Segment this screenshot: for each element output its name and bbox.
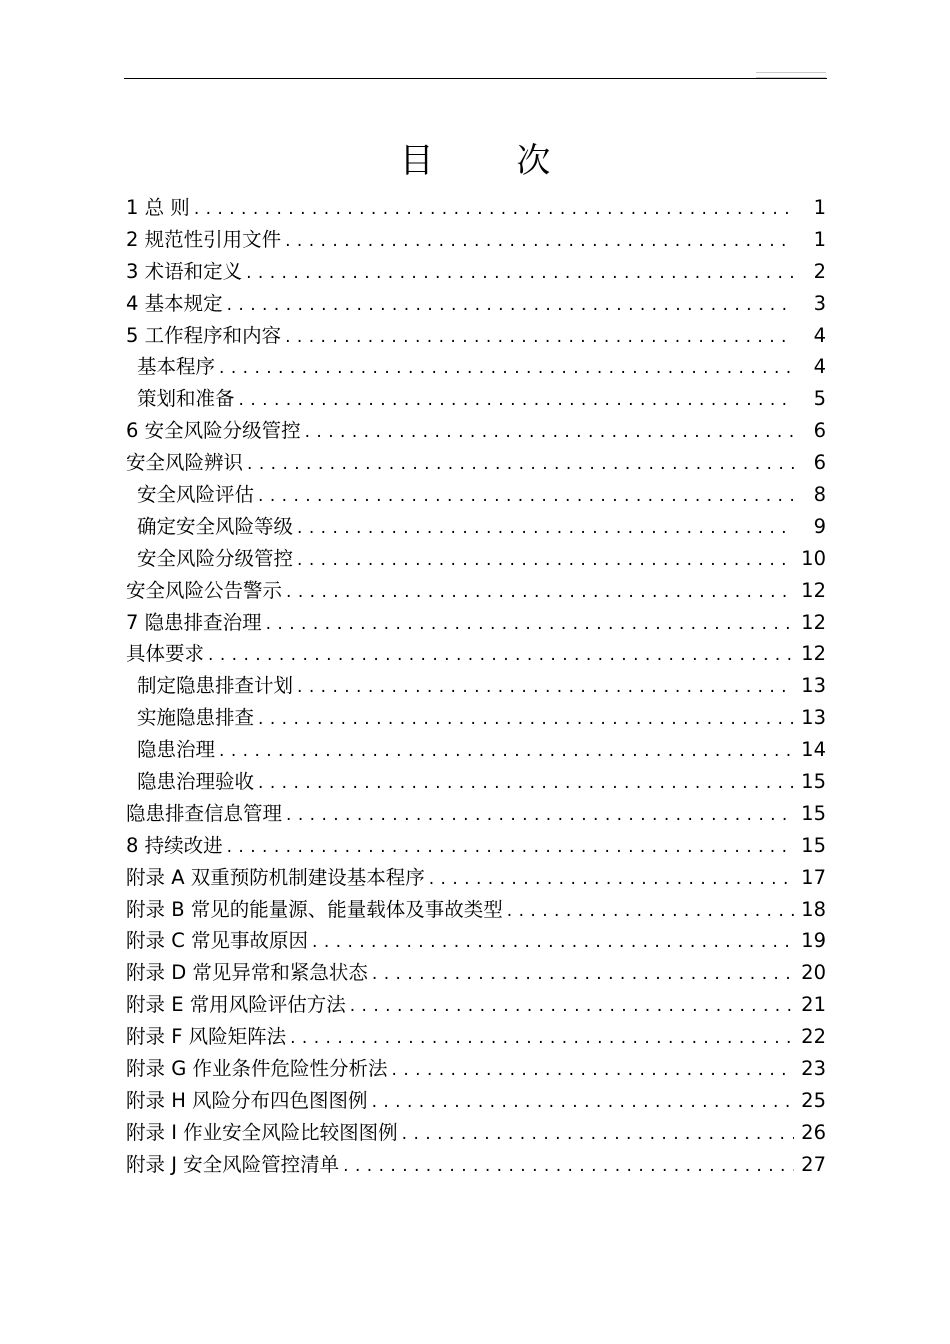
toc-dot-leader (285, 322, 794, 354)
toc-entry-label: 6 安全风险分级管控 (126, 419, 301, 443)
toc-entry[interactable] (126, 766, 826, 798)
toc-entry-label: 3 术语和定义 (126, 259, 243, 283)
toc-entry[interactable] (126, 670, 826, 702)
toc-entry[interactable] (126, 1053, 826, 1085)
toc-entry[interactable] (126, 224, 826, 256)
toc-entry-page: 3 (813, 291, 826, 315)
toc-entry-label: 4 基本规定 (126, 291, 223, 315)
header-rule (124, 78, 827, 79)
toc-dot-leader (227, 290, 794, 322)
toc-entry-page: 27 (801, 1152, 826, 1176)
toc-entry[interactable] (126, 511, 826, 543)
toc-dot-leader (208, 640, 794, 672)
toc-entry[interactable] (126, 543, 826, 575)
toc-entry[interactable] (126, 989, 826, 1021)
toc-dot-leader (239, 385, 794, 417)
toc-entry-page: 17 (801, 865, 826, 889)
toc-entry-label: 附录 A 双重预防机制建设基本程序 (126, 865, 425, 889)
toc-entry-page: 15 (801, 833, 826, 857)
toc-entry-page: 10 (801, 546, 826, 570)
toc-entry-label: 5 工作程序和内容 (126, 323, 282, 347)
toc-dot-leader (297, 545, 794, 577)
toc-entry-label: 8 持续改进 (126, 833, 223, 857)
toc-entry-label: 隐患治理 (137, 738, 216, 762)
toc-dot-leader (507, 896, 794, 928)
toc-dot-leader (227, 832, 794, 864)
toc-dot-leader (312, 927, 794, 959)
toc-entry[interactable] (126, 798, 826, 830)
toc-entry[interactable] (126, 383, 826, 415)
toc-entry-label: 附录 G 作业条件危险性分析法 (126, 1057, 388, 1081)
toc-entry-page: 1 (813, 227, 826, 251)
toc-entry-page: 18 (801, 897, 826, 921)
toc-entry-label: 基本程序 (137, 355, 216, 379)
toc-entry-page: 2 (813, 259, 826, 283)
toc-entry-page: 15 (801, 770, 826, 794)
toc-entry[interactable] (126, 894, 826, 926)
toc-entry-label: 安全风险公告警示 (126, 578, 283, 602)
toc-entry-page: 23 (801, 1057, 826, 1081)
toc-entry-page: 19 (801, 929, 826, 953)
toc-entry[interactable] (126, 351, 826, 383)
toc-entry[interactable] (126, 1085, 826, 1117)
toc-dot-leader (350, 991, 794, 1023)
toc-entry-page: 12 (801, 642, 826, 666)
toc-entry[interactable] (126, 575, 826, 607)
toc-entry-label: 附录 I 作业安全风险比较图图例 (126, 1120, 398, 1144)
toc-dot-leader (219, 736, 794, 768)
toc-dot-leader (246, 258, 794, 290)
toc-dot-leader (372, 1087, 794, 1119)
toc-dot-leader (286, 577, 794, 609)
toc-entry-page: 20 (801, 961, 826, 985)
toc-entry-page: 4 (813, 355, 826, 379)
toc-dot-leader (286, 800, 794, 832)
toc-entry-label: 附录 D 常见异常和紧急状态 (126, 961, 368, 985)
toc-entry-page: 6 (813, 451, 826, 475)
toc-dot-leader (258, 481, 794, 513)
toc-entry-label: 确定安全风险等级 (137, 514, 294, 538)
toc-entry[interactable] (126, 925, 826, 957)
toc-entry-label: 隐患治理验收 (137, 770, 255, 794)
toc-dot-leader (392, 1055, 794, 1087)
toc-entry-page: 22 (801, 1025, 826, 1049)
toc-dot-leader (247, 449, 794, 481)
toc-entry-label: 策划和准备 (137, 387, 235, 411)
toc-entry-page: 21 (801, 993, 826, 1017)
toc-entry[interactable] (126, 862, 826, 894)
toc-dot-leader (285, 226, 794, 258)
toc-entry[interactable] (126, 479, 826, 511)
toc-entry-label: 实施隐患排查 (137, 706, 255, 730)
toc-entry-label: 制定隐患排查计划 (137, 674, 294, 698)
toc-entry-page: 26 (801, 1120, 826, 1144)
toc-dot-leader (219, 353, 794, 385)
toc-entry[interactable] (126, 256, 826, 288)
toc-dot-leader (290, 1023, 794, 1055)
toc-entry-label: 安全风险辨识 (126, 451, 244, 475)
toc-entry-page: 12 (801, 610, 826, 634)
toc-entry[interactable] (126, 830, 826, 862)
toc-entry-page: 8 (813, 483, 826, 507)
toc-entry[interactable] (126, 734, 826, 766)
toc-dot-leader (194, 194, 794, 226)
toc-entry[interactable] (126, 702, 826, 734)
header-mark (756, 72, 826, 78)
toc-entry-page: 13 (801, 706, 826, 730)
toc-entry-page: 9 (813, 514, 826, 538)
toc-entry[interactable] (126, 192, 826, 224)
toc-entry[interactable] (126, 1149, 826, 1181)
toc-entry-page: 15 (801, 801, 826, 825)
toc-entry-label: 7 隐患排查治理 (126, 610, 262, 634)
toc-dot-leader (266, 609, 794, 641)
toc-entry-page: 5 (813, 387, 826, 411)
toc-entry-label: 附录 C 常见事故原因 (126, 929, 309, 953)
toc-entry-page: 4 (813, 323, 826, 347)
toc-entry-label: 隐患排查信息管理 (126, 801, 283, 825)
toc-entry-label: 2 规范性引用文件 (126, 227, 282, 251)
toc-dot-leader (372, 959, 794, 991)
toc-entry[interactable] (126, 957, 826, 989)
toc-entry[interactable] (126, 288, 826, 320)
toc-entry-label: 安全风险评估 (137, 483, 255, 507)
toc-entry-label: 附录 H 风险分布四色图图例 (126, 1088, 368, 1112)
toc-entry-page: 14 (801, 738, 826, 762)
toc-entry-label: 1 总 则 (126, 196, 190, 219)
toc-dot-leader (258, 704, 794, 736)
toc-entry[interactable] (126, 1117, 826, 1149)
toc-entry-label: 附录 E 常用风险评估方法 (126, 993, 346, 1017)
toc-dot-leader (297, 672, 794, 704)
toc-entry[interactable] (126, 447, 826, 479)
toc-entry-label: 安全风险分级管控 (137, 546, 294, 570)
toc-entry[interactable] (126, 320, 826, 352)
toc-entry-label: 具体要求 (126, 642, 205, 666)
toc-dot-leader (297, 513, 794, 545)
toc-list (126, 192, 826, 1181)
toc-dot-leader (343, 1151, 794, 1183)
toc-entry-label: 附录 J 安全风险管控清单 (126, 1152, 340, 1176)
toc-entry-page: 1 (813, 196, 826, 219)
toc-entry[interactable] (126, 1021, 826, 1053)
toc-entry-page: 25 (801, 1088, 826, 1112)
toc-entry-label: 附录 F 风险矩阵法 (126, 1025, 287, 1049)
toc-entry[interactable] (126, 607, 826, 639)
toc-dot-leader (429, 864, 794, 896)
toc-dot-leader (305, 417, 794, 449)
toc-dot-leader (258, 768, 794, 800)
toc-entry-label: 附录 B 常见的能量源、能量载体及事故类型 (126, 897, 503, 921)
toc-entry-page: 13 (801, 674, 826, 698)
toc-entry-page: 12 (801, 578, 826, 602)
toc-entry[interactable] (126, 415, 826, 447)
toc-entry-page: 6 (813, 419, 826, 443)
toc-dot-leader (402, 1119, 794, 1151)
toc-entry[interactable] (126, 638, 826, 670)
toc-title: 目 次 (399, 141, 587, 181)
